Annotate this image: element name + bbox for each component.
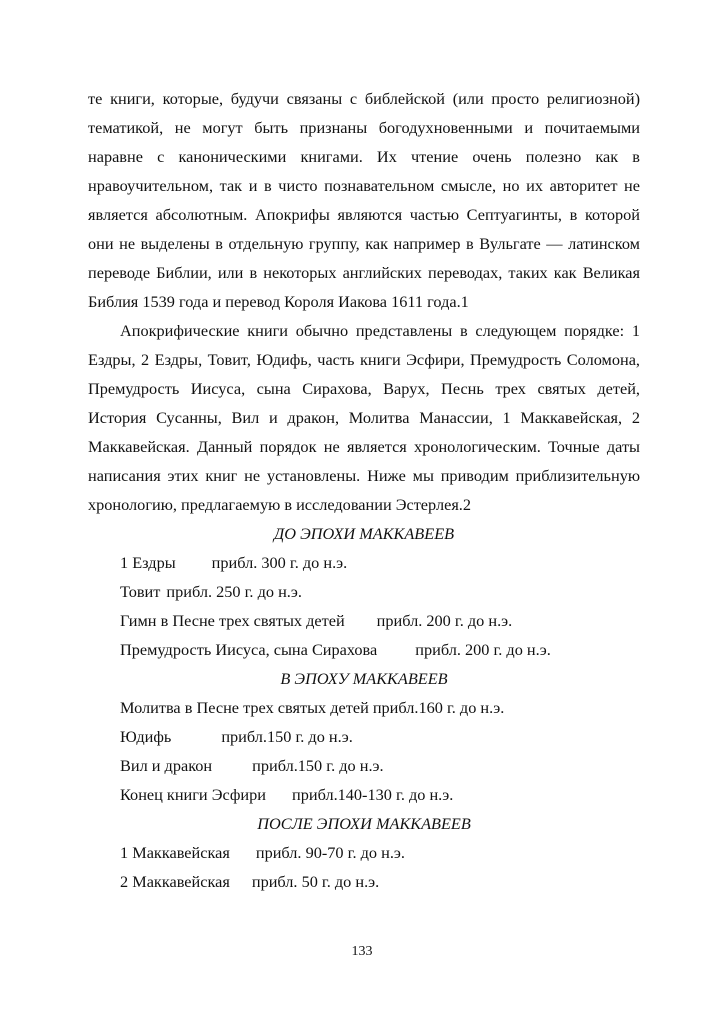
section-heading-before: ДО ЭПОХИ МАККАВЕЕВ — [273, 524, 455, 543]
entry-date: прибл. 250 г. до н.э. — [166, 582, 302, 601]
chronology-entry — [88, 577, 640, 606]
entry-book: Конец книги Эсфири — [120, 785, 266, 804]
chronology-entry — [88, 635, 640, 664]
page-body — [88, 84, 640, 896]
entry-book: Вил и дракон — [120, 756, 213, 775]
chronology-entry — [88, 548, 640, 577]
entry-date: прибл.160 г. до н.э. — [372, 698, 505, 717]
entry-date: прибл. 90-70 г. до н.э. — [255, 843, 405, 862]
entry-book: 2 Маккавейская — [120, 872, 230, 891]
entry-date: прибл.150 г. до н.э. — [221, 727, 353, 746]
chronology-entry — [88, 780, 640, 809]
entry-book: Юдифь — [120, 727, 172, 746]
entry-book: Товит — [120, 582, 161, 601]
chronology-entry — [88, 693, 640, 722]
paragraph-1: те книги, которые, будучи связаны с библейской (или просто религиозной) тематикой, не могут быть признаны богодухновенными и почитаемыми наравне с каноническими книгами. Их чтение очень полезно как в нравоучительном, так и в чисто познавательном смысле, но их авторитет не является абсолютным. Апокрифы являются частью Септуагинты, в которой они не выделены в отдельную группу, как например в Вульгате — латинском переводе Библии, или в некоторых английских переводах, таких как Великая Библия 1539 года и перевод Короля Иакова 1611 года.1 — [88, 89, 640, 311]
entry-date: прибл. 200 г. до н.э. — [415, 640, 551, 659]
entry-book: Гимн в Песне трех святых детей — [120, 611, 345, 630]
section-heading-after: ПОСЛЕ ЭПОХИ МАККАВЕЕВ — [257, 814, 471, 833]
entry-book: 1 Маккавейская — [120, 843, 230, 862]
entry-date: прибл. 300 г. до н.э. — [211, 553, 348, 572]
entry-date: прибл. 50 г. до н.э. — [251, 872, 380, 891]
chronology-entry — [88, 867, 640, 896]
section-heading-during: В ЭПОХУ МАККАВЕЕВ — [280, 669, 448, 688]
page-number: 133 — [351, 944, 373, 959]
chronology-entry — [88, 838, 640, 867]
chronology-entry — [88, 722, 640, 751]
chronology-entry — [88, 606, 640, 635]
entry-date: прибл.140-130 г. до н.э. — [292, 785, 454, 804]
entry-book: 1 Ездры — [120, 553, 176, 572]
paragraph-2: Апокрифические книги обычно представлены в следующем порядке: 1 Ездры, 2 Ездры, Товит, Юдифь, часть книги Эсфири, Премудрость Соломона, Премудрость Иисуса, сына Сирахова, Варух, Песнь трех святых детей, История Сусанны, Вил и дракон, Молитва Манассии, 1 Маккавейская, 2 Маккавейская. Данный порядок не является хронологическим. Точные даты написания этих книг не установлены. Ниже мы приводим приблизительную хронологию, предлагаемую в исследовании Эстерлея.2 — [88, 321, 640, 514]
chronology-entry — [88, 751, 640, 780]
entry-book: Премудрость Иисуса, сына Сирахова — [120, 640, 378, 659]
entry-date: прибл. 200 г. до н.э. — [376, 611, 513, 630]
entry-book: Молитва в Песне трех святых детей — [120, 698, 369, 717]
entry-date: прибл.150 г. до н.э. — [252, 756, 384, 775]
